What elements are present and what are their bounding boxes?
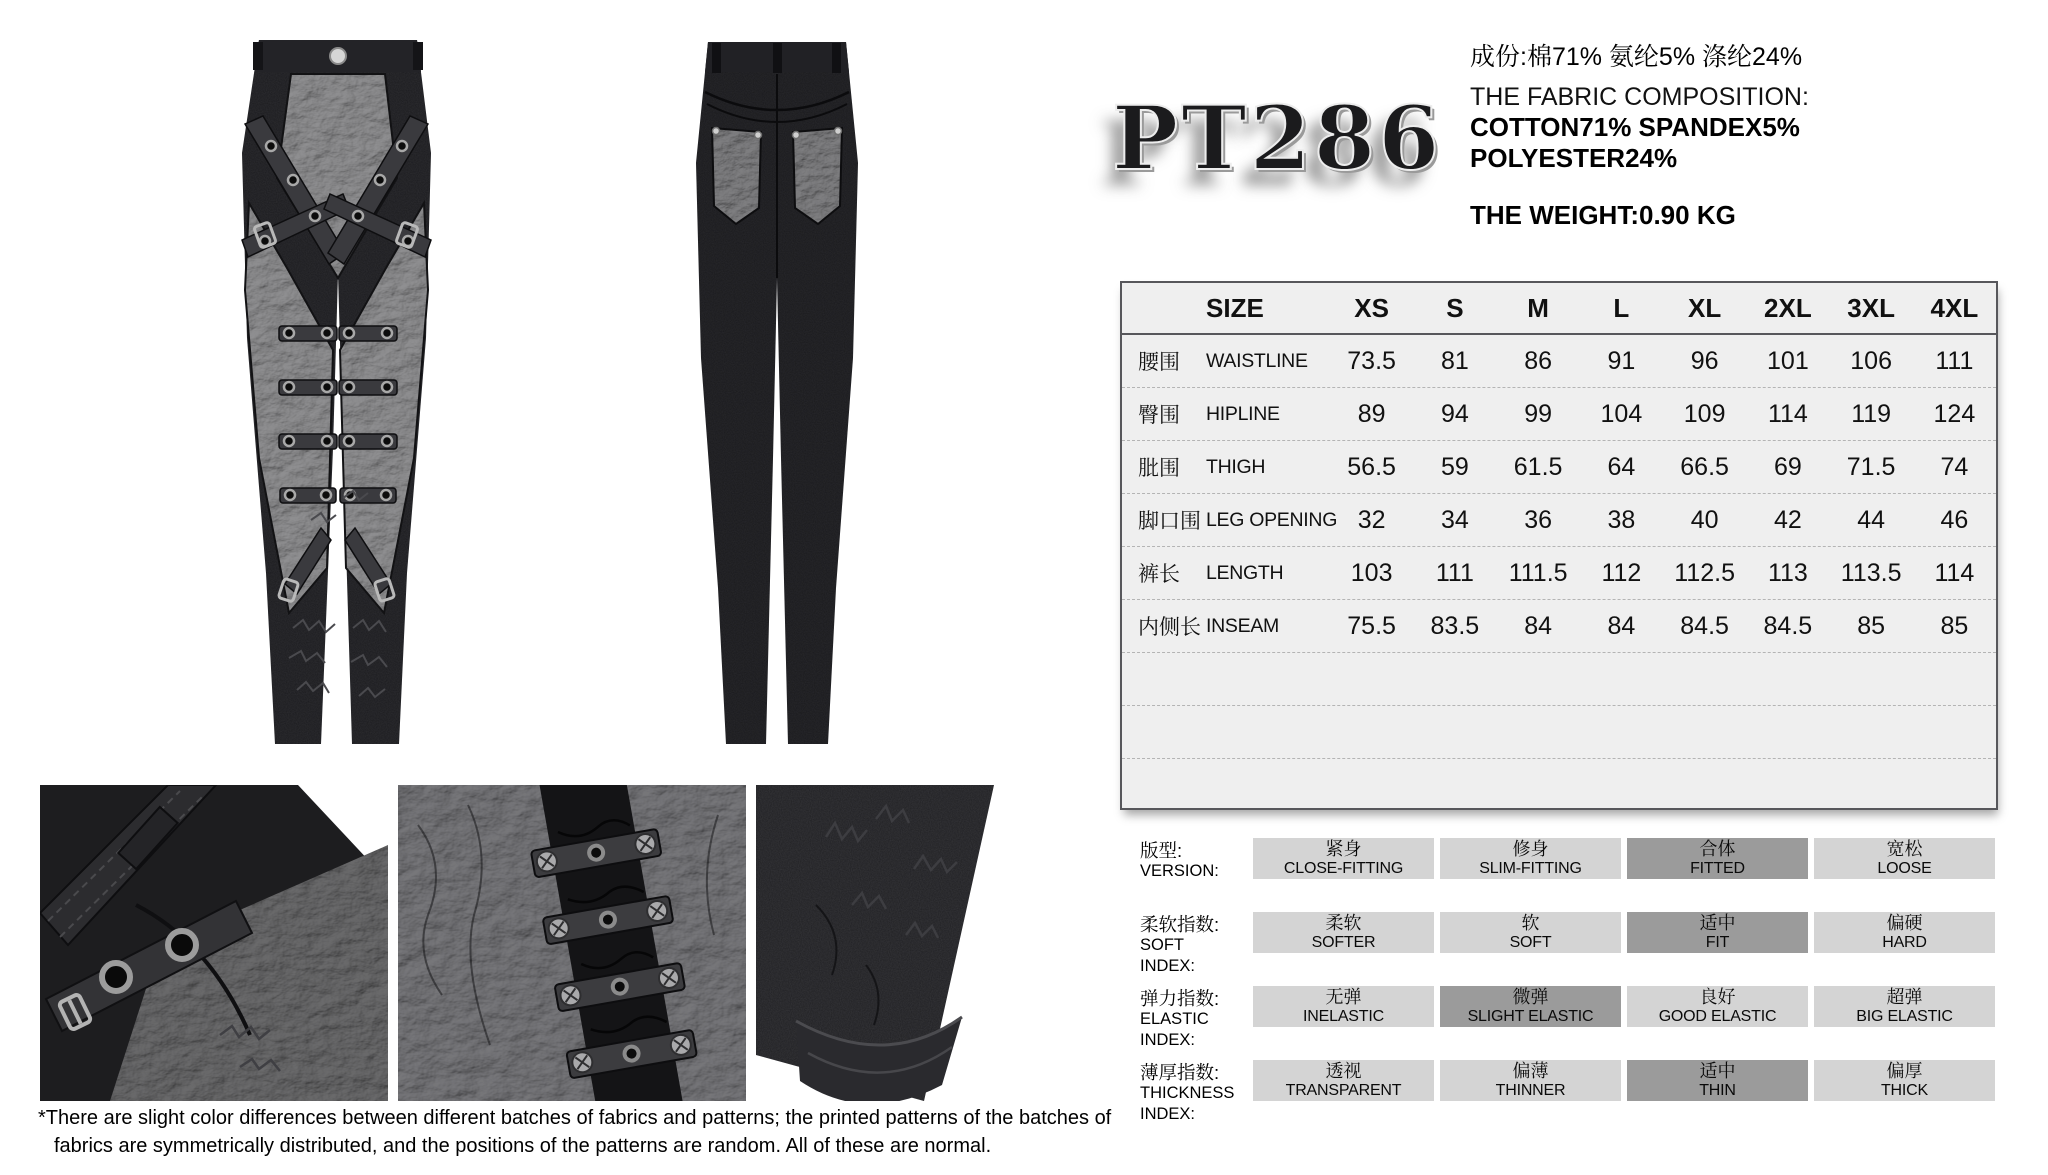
header-s: S — [1446, 292, 1464, 323]
footnote-line1: *There are slight color differences between different batches of fabrics and patterns; the printed patterns of the batches of — [38, 1107, 1112, 1129]
cell: 114 — [1934, 558, 1975, 587]
cell: 89 — [1357, 399, 1386, 428]
attribute-label-en: SOFT INDEX: — [1140, 936, 1196, 975]
table-row-leg-opening — [1122, 494, 1996, 547]
cell: 99 — [1524, 399, 1553, 428]
cell: 111 — [1435, 558, 1474, 587]
option-close-fitting: 紧身 CLOSE-FITTING — [1253, 838, 1434, 879]
option-good-elastic: 良好 GOOD ELASTIC — [1627, 986, 1808, 1027]
attribute-label-en: THICKNESS INDEX: — [1140, 1084, 1235, 1123]
attribute-label — [1140, 840, 1250, 882]
cell: 74 — [1940, 452, 1969, 481]
row-label-en: WAISTLINE — [1206, 349, 1308, 372]
row-label-cn: 臀围 — [1138, 404, 1180, 427]
attribute-label-cn: 薄厚指数: — [1140, 1062, 1220, 1083]
cell: 112.5 — [1674, 558, 1735, 587]
cell: 66.5 — [1680, 452, 1729, 481]
cell: 113.5 — [1840, 558, 1902, 587]
option-big-elastic: 超弹 BIG ELASTIC — [1814, 986, 1995, 1027]
cell: 112 — [1601, 558, 1642, 587]
header-4xl: 4XL — [1930, 292, 1979, 323]
weight-text: THE WEIGHT:0.90 KG — [1470, 200, 1736, 230]
attribute-label — [1140, 914, 1250, 977]
cell: 104 — [1600, 399, 1643, 428]
detail-photo-ripped-hem — [756, 785, 1104, 1101]
table-row-inseam — [1122, 600, 1996, 653]
row-label-en: LEG OPENING — [1206, 508, 1338, 531]
attribute-row-elastic-index — [1140, 986, 1998, 1049]
cell: 101 — [1767, 346, 1809, 375]
row-label-en: THIGH — [1206, 455, 1266, 478]
header-m: M — [1527, 292, 1549, 323]
cell: 96 — [1690, 346, 1719, 375]
row-label-cn: 脚口围 — [1138, 510, 1201, 533]
cell: 38 — [1607, 505, 1636, 534]
front-pants-photo — [193, 28, 483, 758]
table-row-thigh — [1122, 441, 1996, 494]
row-label-cn: 肶围 — [1138, 457, 1180, 480]
detail-photo-eyelet-ladder — [398, 785, 746, 1101]
attribute-label-en: ELASTIC INDEX: — [1140, 1010, 1209, 1049]
option-thinner: 偏薄 THINNER — [1440, 1060, 1621, 1101]
composition-line1: COTTON71% SPANDEX5% — [1470, 112, 1800, 142]
header-l: L — [1613, 292, 1630, 323]
cell: 109 — [1683, 399, 1726, 428]
composition-line2: POLYESTER24% — [1470, 143, 1678, 173]
header-size: SIZE — [1206, 292, 1264, 323]
cell: 84.5 — [1763, 611, 1813, 640]
cell: 32 — [1357, 505, 1386, 534]
cell: 111.5 — [1508, 558, 1568, 587]
option-hard: 偏硬 HARD — [1814, 912, 1995, 953]
cell: 83.5 — [1430, 611, 1480, 640]
cell: 61.5 — [1513, 452, 1563, 481]
cell: 84.5 — [1680, 611, 1729, 640]
row-label-en: HIPLINE — [1206, 402, 1280, 425]
cell: 46 — [1940, 505, 1969, 534]
header-3xl: 3XL — [1847, 292, 1895, 323]
row-label-cn: 内侧长 — [1138, 616, 1201, 639]
option-thin: 适中 THIN — [1627, 1060, 1808, 1101]
cell: 75.5 — [1347, 611, 1396, 640]
cell: 56.5 — [1347, 452, 1396, 481]
cell: 111 — [1935, 346, 1974, 375]
cell: 86 — [1524, 346, 1553, 375]
cell: 81 — [1440, 346, 1469, 375]
size-table-header — [1122, 283, 1996, 335]
empty-row — [1122, 653, 1996, 706]
detail-photo-strap-buckle — [40, 785, 388, 1101]
table-row-hipline — [1122, 388, 1996, 441]
empty-row — [1122, 706, 1996, 759]
cell: 42 — [1773, 505, 1802, 534]
cell: 69 — [1773, 452, 1802, 481]
cell: 59 — [1440, 452, 1469, 481]
cell: 114 — [1767, 399, 1808, 428]
cell: 113 — [1767, 558, 1808, 587]
option-fit: 适中 FIT — [1627, 912, 1808, 953]
composition-chinese: 成份:棉71% 氨纶5% 涤纶24% — [1470, 43, 1803, 71]
row-label-en: LENGTH — [1206, 561, 1284, 584]
cell: 94 — [1440, 399, 1469, 428]
option-thick: 偏厚 THICK — [1814, 1060, 1995, 1101]
table-row-waistline — [1122, 335, 1996, 388]
composition-title: THE FABRIC COMPOSITION: — [1470, 83, 1809, 111]
header-xs: XS — [1354, 292, 1389, 323]
cell: 44 — [1857, 505, 1886, 534]
option-loose: 宽松 LOOSE — [1814, 838, 1995, 879]
product-code-logo: PT286 — [1112, 86, 1443, 190]
cell: 34 — [1440, 505, 1469, 534]
attribute-row-version — [1140, 838, 1998, 898]
cell: 36 — [1524, 505, 1553, 534]
footnote-line2: fabrics are symmetrically distributed, and the positions of the patterns are random. All of these are normal. — [54, 1135, 992, 1157]
cell: 119 — [1851, 399, 1892, 428]
header-xl: XL — [1688, 292, 1722, 323]
cell: 85 — [1940, 611, 1969, 640]
attribute-label-en: VERSION: — [1140, 862, 1219, 880]
table-row-length — [1122, 547, 1996, 600]
option-fitted: 合体 FITTED — [1627, 838, 1808, 879]
option-soft: 软 SOFT — [1440, 912, 1621, 953]
option-softer: 柔软 SOFTER — [1253, 912, 1434, 953]
attribute-label-cn: 版型: — [1140, 840, 1183, 861]
row-label-en: INSEAM — [1206, 614, 1279, 637]
cell: 84 — [1524, 611, 1553, 640]
cell: 64 — [1607, 452, 1636, 481]
fabric-info-block — [1470, 40, 2030, 231]
cell: 73.5 — [1347, 346, 1396, 375]
cell: 103 — [1350, 558, 1393, 587]
option-transparent: 透视 TRANSPARENT — [1253, 1060, 1434, 1101]
cell: 40 — [1690, 505, 1719, 534]
attribute-label-cn: 柔软指数: — [1140, 914, 1220, 935]
cell: 71.5 — [1846, 452, 1896, 481]
attribute-label — [1140, 988, 1250, 1051]
cell: 85 — [1857, 611, 1886, 640]
cell: 84 — [1607, 611, 1636, 640]
attribute-label-cn: 弹力指数: — [1140, 988, 1220, 1009]
size-table — [1120, 281, 1998, 810]
option-slight-elastic: 微弹 SLIGHT ELASTIC — [1440, 986, 1621, 1027]
attribute-label — [1140, 1062, 1250, 1125]
attribute-row-thickness-index — [1140, 1060, 1998, 1123]
row-label-cn: 裤长 — [1138, 563, 1180, 586]
footnote — [38, 1104, 1118, 1160]
option-slim-fitting: 修身 SLIM-FITTING — [1440, 838, 1621, 879]
attribute-row-soft-index — [1140, 912, 1998, 975]
header-2xl: 2XL — [1764, 292, 1812, 323]
option-inelastic: 无弹 INELASTIC — [1253, 986, 1434, 1027]
cell: 106 — [1850, 346, 1892, 375]
back-pants-photo — [660, 28, 895, 758]
cell: 91 — [1607, 346, 1636, 375]
cell: 124 — [1933, 399, 1976, 428]
row-label-cn: 腰围 — [1138, 351, 1180, 374]
